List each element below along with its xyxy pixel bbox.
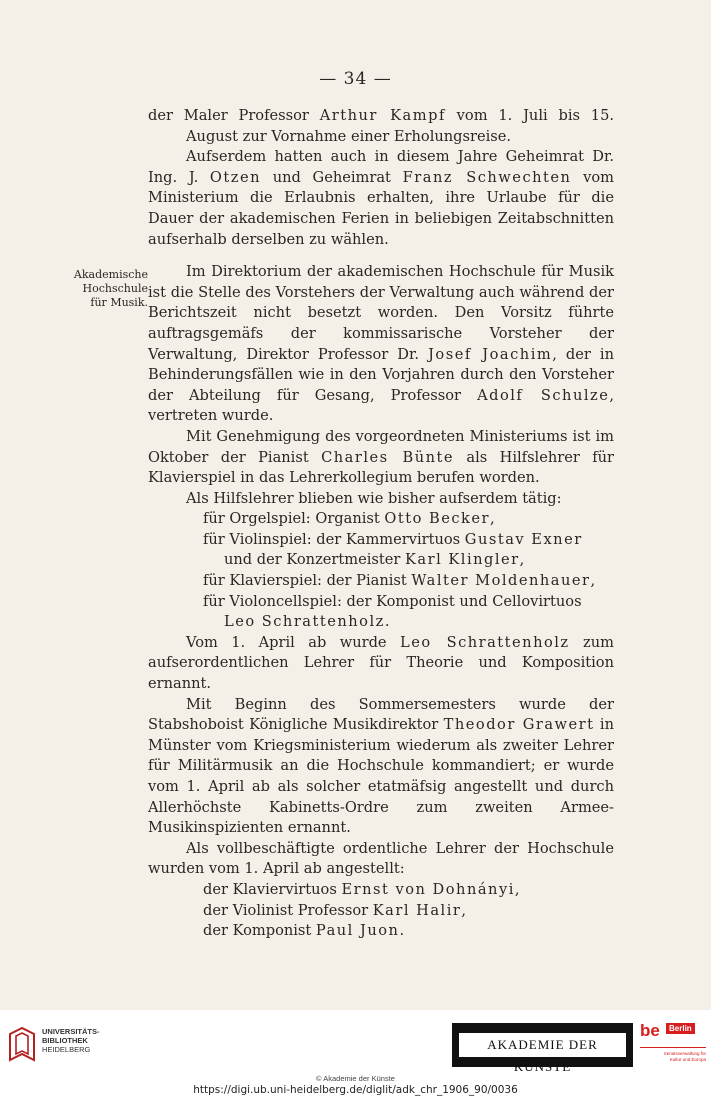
paragraph-4: Mit Genehmigung des vorgeordneten Ministeriums ist im Oktober der Pianist Charles Bünte als Hilfslehrer für Klavierspiel in das Lehrerkollegium berufen worden. [148,427,614,487]
berlin-logo-subtitle: Senatsverwaltung für Kultur und Europa [663,1051,706,1062]
list-item: der Violinist Professor Karl Halir, [203,901,466,919]
library-emblem-icon [8,1026,36,1062]
list-item: der Komponist Paul Juon. [203,922,405,940]
margin-note [66,268,148,310]
paragraph-6: Vom 1. April ab wurde Leo Schrattenholz zum aufserordentlichen Lehrer für Theorie und Komposition ernannt. [148,633,614,693]
berlin-logo-box: Berlin [666,1023,695,1034]
list-item: für Orgelspiel: Organist Otto Becker, [203,510,495,528]
list-item: und der Konzertmeister Karl Klingler, [224,551,525,569]
library-name: UNIVERSITÄTS- BIBLIOTHEK HEIDELBERG [42,1027,100,1054]
paragraph-3: Im Direktorium der akademischen Hochschule für Musik ist die Stelle des Vorstehers der Verwaltung auch während der Berichtszeit nicht besetzt worden. Den Vorsitz führte auftragsgemäfs der kommissarische Vorsteher der Verwaltung, Direktor Professor Dr. Josef Joachim, der in Behinderungsfällen wie in den Vorjahren durch den Vorsteher der Abteilung für Gesang, Professor Adolf Schulze, vertreten wurde. [148,263,614,425]
assistant-teachers-list [148,509,614,633]
list-item: für Klavierspiel: der Pianist Walter Moldenhauer, [203,572,596,590]
page-number: — 34 — [319,69,392,89]
margin-note-line: für Musik. [90,296,148,309]
akademie-logo[interactable] [452,1023,633,1074]
footer [0,1010,711,1102]
paragraph-5: Als Hilfslehrer blieben wie bisher aufserdem tätig: [186,489,562,507]
berlin-divider [640,1047,706,1048]
copyright-notice: © Akademie der Künste [316,1074,395,1083]
akademie-logo-text: AKADEMIE DER KÜNSTE [459,1033,626,1057]
source-url[interactable]: https://digi.ub.uni-heidelberg.de/diglit/adk_chr_1906_90/0036 [193,1084,518,1096]
full-time-teachers-list [148,880,614,942]
body-text [148,106,614,942]
paragraph-2: Aufserdem hatten auch in diesem Jahre Geheimrat Dr. Ing. J. Otzen und Geheimrat Franz Schwechten vom Ministerium die Erlaubnis erhalten, ihre Urlaube für die Dauer der akademischen Ferien in beliebigen Zeitabschnitten aufserhalb derselben zu wählen. [148,148,615,248]
list-item: für Violinspiel: der Kammervirtuos Gustav Exner [203,530,583,548]
margin-note-line: Hochschule [82,282,148,295]
margin-note-line: Akademische [73,268,148,281]
paragraph-7: Mit Beginn des Sommersemesters wurde der Stabshoboist Königliche Musikdirektor Theodor Grawert in Münster vom Kriegsministerium wiederum als zweiter Lehrer für Militärmusik an die Hochschule kommandiert; er wurde vom 1. April ab als solcher etatmäfsig angestellt und durch Allerhöchste Kabinetts-Ordre zum zweiten Armee-Musikinspizienten ernannt. [148,695,614,837]
list-item: der Klaviervirtuos Ernst von Dohnányi, [203,880,520,898]
berlin-logo[interactable] [640,1021,706,1077]
paragraph-1: der Maler Professor Arthur Kampf vom 1. Juli bis 15. August zur Vornahme einer Erholungsreise. [148,107,615,145]
paragraph-8: Als vollbeschäftigte ordentliche Lehrer der Hochschule wurden vom 1. April ab angestellt: [148,839,614,878]
university-library-logo[interactable] [8,1022,168,1072]
berlin-logo-prefix: be [640,1021,660,1040]
list-item: für Violoncellspiel: der Komponist und Cellovirtuos Leo Schrattenholz. [203,592,582,631]
